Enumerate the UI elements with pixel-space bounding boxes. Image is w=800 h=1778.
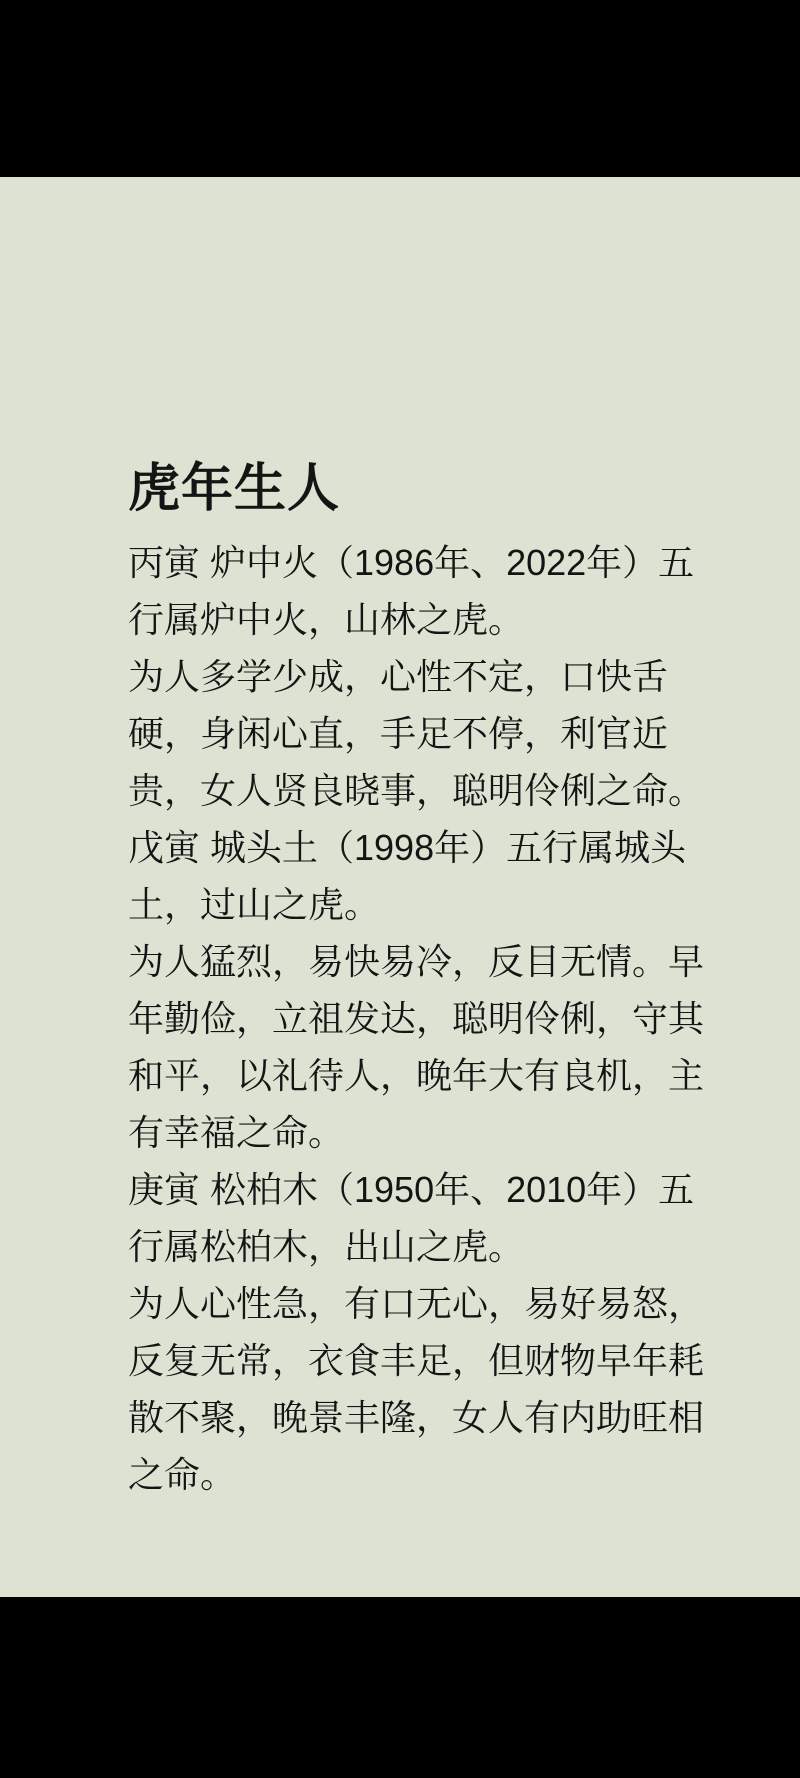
text-line: 戊寅 城头土（1998年）五行属城头: [128, 827, 687, 868]
text-line: 硬，身闲心直，手足不停，利官近: [128, 713, 669, 754]
text-line: 反复无常，衣食丰足，但财物早年耗: [128, 1340, 705, 1381]
text-line: 年勤俭，立祖发达，聪明伶俐，守其: [128, 998, 705, 1039]
text-line: 散不聚，晚景丰隆，女人有内助旺相: [128, 1397, 705, 1438]
text-line: 之命。: [128, 1454, 237, 1495]
text-line: 行属炉中火，山林之虎。: [128, 599, 525, 640]
article-page: [0, 177, 800, 1597]
text-line: 行属松柏木，出山之虎。: [128, 1226, 525, 1267]
article-content: [128, 460, 730, 1503]
text-line: 有幸福之命。: [128, 1112, 345, 1153]
text-line: 为人多学少成，心性不定，口快舌: [128, 656, 669, 697]
text-line: 贵，女人贤良晓事，聪明伶俐之命。: [128, 770, 705, 811]
body-text: [128, 534, 730, 1503]
top-letterbox-bar: [0, 0, 800, 177]
page-title: 虎年生人: [128, 460, 341, 518]
bottom-letterbox-bar: [0, 1597, 800, 1778]
text-line: 庚寅 松柏木（1950年、2010年）五: [128, 1169, 695, 1210]
text-line: 土，过山之虎。: [128, 884, 381, 925]
text-line: 为人猛烈，易快易冷，反目无情。早: [128, 941, 705, 982]
text-line: 丙寅 炉中火（1986年、2022年）五: [128, 542, 695, 583]
text-line: 为人心性急，有口无心，易好易怒，: [128, 1283, 705, 1324]
text-line: 和平，以礼待人，晚年大有良机，主: [128, 1055, 705, 1096]
